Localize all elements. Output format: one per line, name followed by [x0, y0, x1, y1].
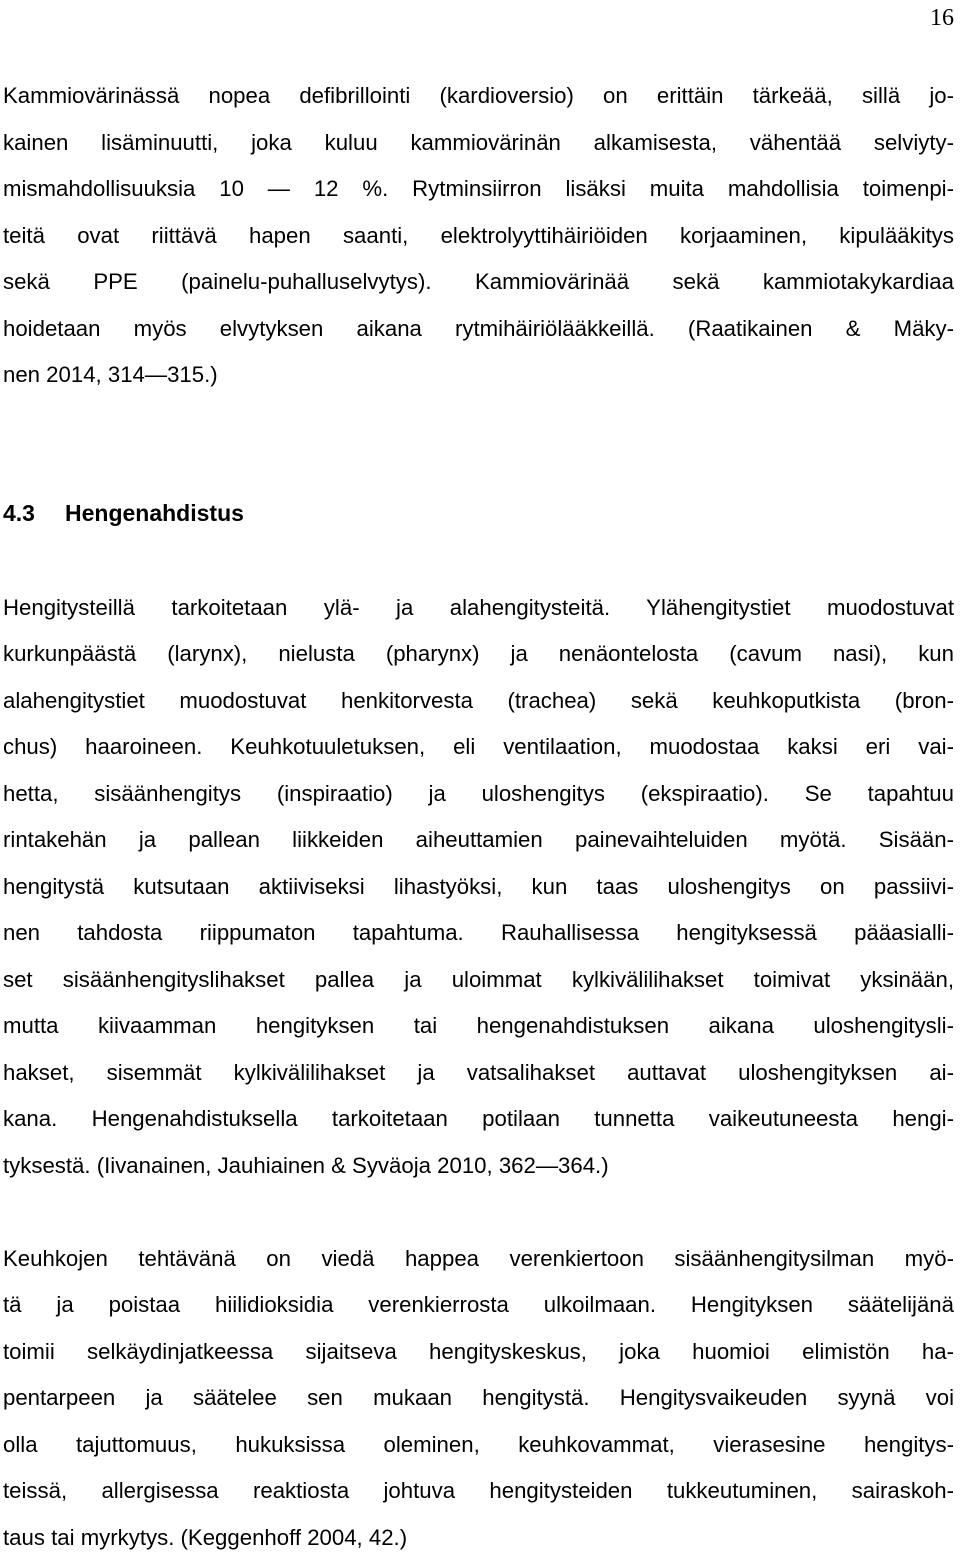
text-line: Hengitysteillä tarkoitetaan ylä- ja alahengitysteitä. Ylähengitystiet muodostuvat	[3, 595, 954, 620]
text-line: teissä, allergisessa reaktiosta johtuva hengitysteiden tukkeutuminen, sairaskoh-	[3, 1478, 954, 1503]
text-line: tyksestä. (Iivanainen, Jauhiainen & Syväoja 2010, 362—364.)	[3, 1153, 609, 1178]
section-title: Hengenahdistus	[65, 500, 244, 526]
text-line: tä ja poistaa hiilidioksidia verenkierrosta ulkoilmaan. Hengityksen säätelijänä	[3, 1292, 954, 1317]
text-line: hengitystä kutsutaan aktiiviseksi lihastyöksi, kun taas uloshengitys on passiivi-	[3, 874, 954, 899]
text-line: Kammiovärinässä nopea defibrillointi (kardioversio) on erittäin tärkeää, sillä jo-	[3, 83, 954, 108]
text-line: hoidetaan myös elvytyksen aikana rytmihäiriölääkkeillä. (Raatikainen & Mäky-	[3, 316, 954, 341]
text-line: kainen lisäminuutti, joka kuluu kammiovärinän alkamisesta, vähentää selviyty-	[3, 130, 954, 155]
text-line: nen 2014, 314—315.)	[3, 362, 218, 387]
text-line: olla tajuttomuus, hukuksissa oleminen, keuhkovammat, vierasesine hengitys-	[3, 1432, 954, 1457]
text-line: hakset, sisemmät kylkivälilihakset ja vatsalihakset auttavat uloshengityksen ai-	[3, 1060, 954, 1085]
section-number: 4.3	[3, 500, 35, 526]
text-line: taus tai myrkytys. (Keggenhoff 2004, 42.)	[3, 1525, 408, 1550]
text-line: pentarpeen ja säätelee sen mukaan hengitystä. Hengitysvaikeuden syynä voi	[3, 1385, 954, 1410]
page-number: 16	[930, 5, 954, 31]
text-line: Keuhkojen tehtävänä on viedä happea verenkiertoon sisäänhengitysilman myö-	[3, 1246, 954, 1271]
text-line: toimii selkäydinjatkeessa sijaitseva hengityskeskus, joka huomioi elimistön ha-	[3, 1339, 954, 1364]
text-line: hetta, sisäänhengitys (inspiraatio) ja uloshengitys (ekspiraatio). Se tapahtuu	[3, 781, 954, 806]
text-line: mismahdollisuuksia 10 — 12 %. Rytminsiirron lisäksi muita mahdollisia toimenpi-	[3, 176, 954, 201]
text-line: set sisäänhengityslihakset pallea ja uloimmat kylkivälilihakset toimivat yksinään,	[3, 967, 954, 992]
text-line: sekä PPE (painelu-puhalluselvytys). Kammiovärinää sekä kammiotakykardiaa	[3, 269, 954, 294]
section-heading	[3, 499, 244, 527]
text-line: kana. Hengenahdistuksella tarkoitetaan potilaan tunnetta vaikeutuneesta hengi-	[3, 1106, 954, 1131]
text-line: chus) haaroineen. Keuhkotuuletuksen, eli ventilaation, muodostaa kaksi eri vai-	[3, 734, 954, 759]
text-line: kurkunpäästä (larynx), nielusta (pharynx) ja nenäontelosta (cavum nasi), kun	[3, 641, 954, 666]
text-line: alahengitystiet muodostuvat henkitorvesta (trachea) sekä keuhkoputkista (bron-	[3, 688, 954, 713]
text-line: mutta kiivaamman hengityksen tai hengenahdistuksen aikana uloshengitysli-	[3, 1013, 954, 1038]
text-line: rintakehän ja pallean liikkeiden aiheuttamien painevaihteluiden myötä. Sisään-	[3, 827, 954, 852]
text-line: teitä ovat riittävä hapen saanti, elektrolyyttihäiriöiden korjaaminen, kipulääkitys	[3, 223, 954, 248]
text-line: nen tahdosta riippumaton tapahtuma. Rauhallisessa hengityksessä pääasialli-	[3, 920, 954, 945]
